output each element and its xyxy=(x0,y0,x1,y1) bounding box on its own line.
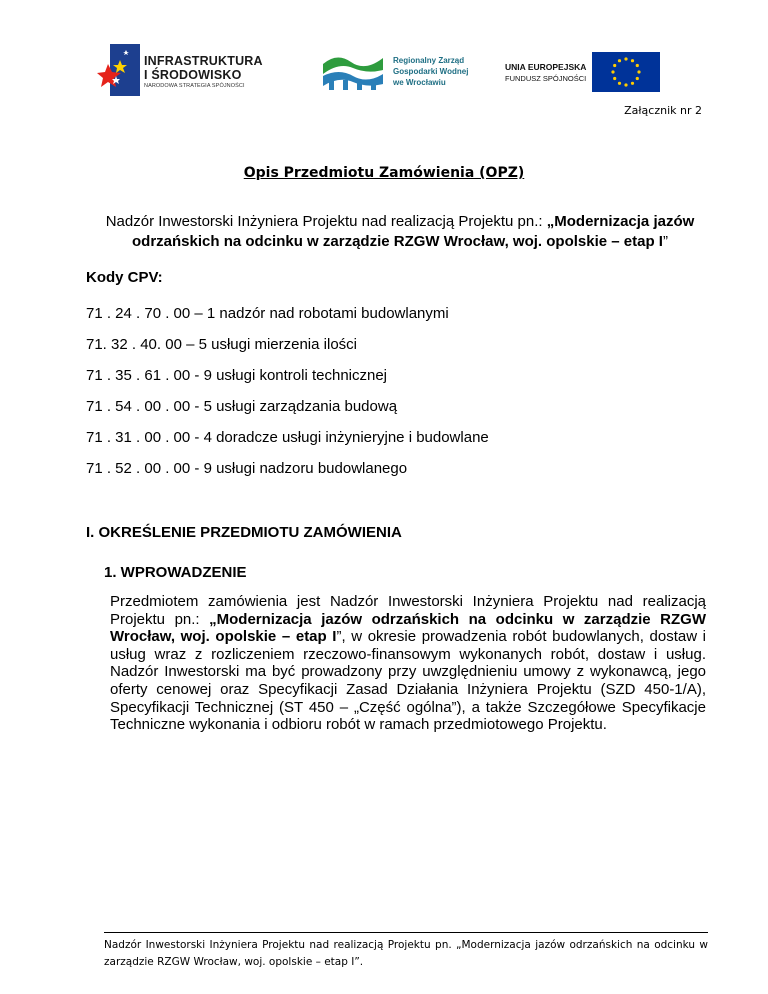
cpv-item: 71 . 52 . 00 . 00 - 9 usługi nadzoru budowlanego xyxy=(86,460,408,477)
eu-logo xyxy=(505,52,660,92)
logo-rzgw-line1: Regionalny Zarząd xyxy=(393,55,465,65)
para-project-name: „Modernizacja jazów odrzańskich na odcinku w zarządzie RZGW Wrocław, woj. opolskie – etap I xyxy=(110,610,706,646)
logo-rzgw-line3: we Wrocławiu xyxy=(393,77,446,87)
cpv-item: 71 . 35 . 61 . 00 - 9 usługi kontroli technicznej xyxy=(86,367,388,384)
logo-ue-line1: UNIA EUROPEJSKA xyxy=(505,61,587,72)
subtitle-part1: Nadzór Inwestorski Inżyniera Projektu nad realizacją Projektu pn.: xyxy=(105,213,547,230)
cpv-item: 71 . 24 . 70 . 00 – 1 nadzór nad robotami budowlanymi xyxy=(86,305,449,322)
infrastruktura-emblem-icon xyxy=(96,44,140,96)
subtitle-project-name: „Modernizacja jazów odrzańskich na odcinku w zarządzie RZGW Wrocław, woj. opolskie – etap I xyxy=(132,213,695,250)
page-footer: Nadzór Inwestorski Inżyniera Projektu nad realizacją Projektu pn. „Modernizacja jazów odrzańskich na odcinku w zarządzie RZGW Wrocław, woj. opolskie – etap I”. xyxy=(104,939,708,968)
header-logos xyxy=(96,44,676,96)
rzgw-logo xyxy=(321,50,468,92)
document-subtitle xyxy=(92,212,708,252)
logo-is-line1: INFRASTRUKTURA xyxy=(144,54,263,68)
cpv-item: 71. 32 . 40. 00 – 5 usługi mierzenia ilości xyxy=(86,336,357,353)
logo-is-line3: NARODOWA STRATEGIA SPÓJNOŚCI xyxy=(144,83,245,89)
infrastruktura-logo xyxy=(96,44,263,96)
eu-flag-icon xyxy=(592,52,660,92)
logo-rzgw-line2: Gospodarki Wodnej xyxy=(393,66,469,76)
introduction-paragraph xyxy=(110,593,706,734)
rzgw-wave-icon xyxy=(321,50,387,92)
section-heading: I. OKREŚLENIE PRZEDMIOTU ZAMÓWIENIA xyxy=(86,524,402,541)
para-part-b: ”, w okresie prowadzenia robót budowlanych, dostaw i usług wraz z rozliczeniem rzeczowo-finansowym wykonanych robót, dostaw i usług. Nadzór Inwestorski ma być prowadzony przy uwzględnieniu umowy z wykonawcą, jego oferty cenowej oraz Specyfikacji Zasad Działania Inżyniera Projektu (SZD 450-1/A), Specyfikacji Technicznej (ST 450 – „Część ogólna”), a także Szczegółowe Specyfikacje Techniczne wykonania i odbioru robót w ramach przedmiotowego Projektu. xyxy=(110,628,706,734)
document-title-text: Opis Przedmiotu Zamówienia (OPZ) xyxy=(243,165,525,181)
subtitle-part2: ” xyxy=(662,233,668,250)
para-part-a: Przedmiotem zamówienia jest Nadzór Inwestorski Inżyniera Projektu nad realizacją Projektu pn.: xyxy=(110,593,706,628)
document-title xyxy=(0,165,768,181)
footer-divider xyxy=(104,932,708,933)
cpv-item: 71 . 31 . 00 . 00 - 4 doradcze usługi inżynieryjne i budowlane xyxy=(86,429,489,446)
cpv-heading: Kody CPV: xyxy=(86,269,163,286)
annex-label: Załącznik nr 2 xyxy=(624,104,702,117)
cpv-list xyxy=(86,305,489,491)
logo-is-line2: I ŚRODOWISKO xyxy=(144,68,242,82)
subsection-heading: 1. WPROWADZENIE xyxy=(104,564,247,581)
cpv-item: 71 . 54 . 00 . 00 - 5 usługi zarządzania budową xyxy=(86,398,398,415)
logo-ue-line2: FUNDUSZ SPÓJNOŚCI xyxy=(505,73,587,83)
